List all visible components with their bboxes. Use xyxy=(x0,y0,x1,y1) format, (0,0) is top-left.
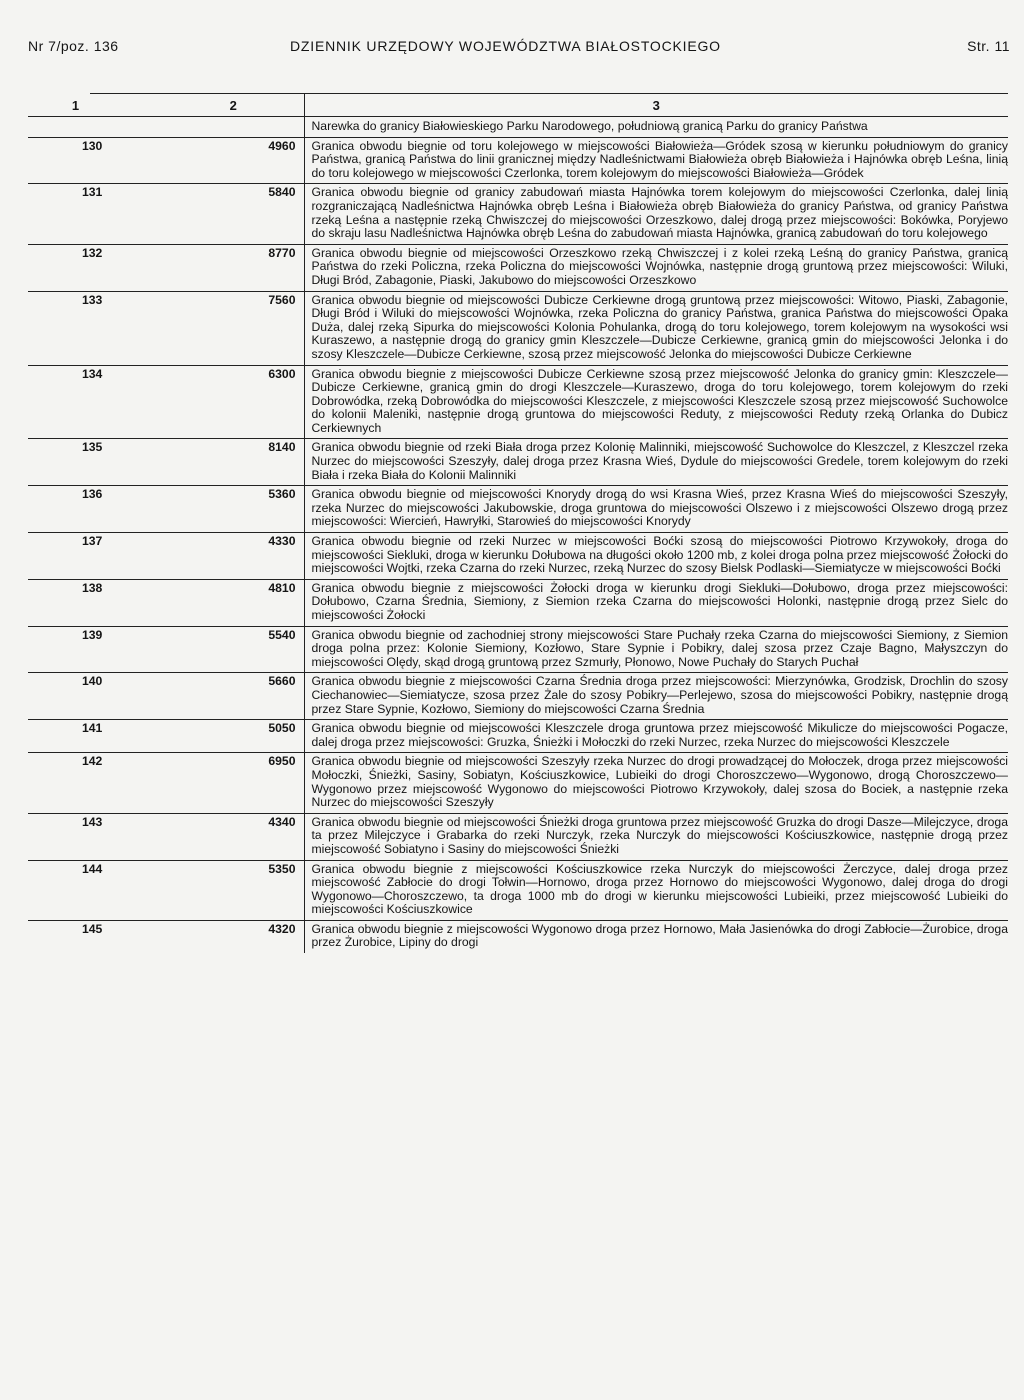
table-body xyxy=(28,117,1008,954)
continuation-row xyxy=(28,117,1008,138)
row-boundary-description: Granica obwodu biegnie od zachodniej strony miejscowości Stare Puchały rzeka Czarna do miejscowości Siemiony, z Siemion droga polna przez: Kolonie Siemiony, Kozłowo, Stare Sypnie i Pobikry, dalej szosa przez Czaje Bagno, Małyszczyn do miejscowości Olędy, skąd drogą gruntową przez Szmurły, Płonowo, Nowe Puchały do Starych Puchał xyxy=(304,626,1008,673)
continuation-text: Narewka do granicy Białowieskiego Parku Narodowego, południową granicą Parku do granicy Państwa xyxy=(311,119,868,133)
row-number: 135 xyxy=(28,439,123,486)
table-row xyxy=(28,184,1008,244)
table-row xyxy=(28,439,1008,486)
table-row xyxy=(28,860,1008,920)
column-header-1: 1 xyxy=(28,93,123,117)
row-number: 136 xyxy=(28,486,123,533)
row-area: 5660 xyxy=(123,673,304,720)
row-area: 5540 xyxy=(123,626,304,673)
row-number: 137 xyxy=(28,533,123,580)
row-number: 138 xyxy=(28,579,123,626)
row-number: 134 xyxy=(28,365,123,439)
row-number: 141 xyxy=(28,720,123,753)
row-area: 4340 xyxy=(123,813,304,860)
table-row xyxy=(28,533,1008,580)
row-boundary-description: Granica obwodu biegnie od granicy zabudowań miasta Hajnówka torem kolejowym do miejscowości Czerlonka, dalej linią rozgraniczającą Nadleśnictwa Hajnówka obręb Leśna i Białowieża obręb Białowieża do granicy Państwa, od granicy Państwa rzeką Leśna a następnie rzeką Chwiszczej do miejscowości Orzeszkowo, dalej drogą przez miejscowości: Bokówka, Poryjewo do skraju lasu Nadleśnictwa Hajnówka obręb Leśna do zabudowań miasta Hajnówka, granicą zabudowań do toru kolejowego xyxy=(304,184,1008,244)
column-header-2: 2 xyxy=(123,93,304,117)
table-row xyxy=(28,137,1008,184)
row-boundary-description: Granica obwodu biegnie od miejscowości Knorydy drogą do wsi Krasna Wieś, przez Krasna Wieś do miejscowości Szeszyły, rzeka Nurzec do miejscowości Jakubowskie, droga gruntowa do miejscowości Olszewo i z miejscowości Olszewo drogą przez miejscowości: Wiercień, Hawryłki, Starowieś do miejscowości Knorydy xyxy=(304,486,1008,533)
table-row xyxy=(28,673,1008,720)
row-number: 131 xyxy=(28,184,123,244)
continuation-lp-cell xyxy=(28,117,123,138)
row-area: 6950 xyxy=(123,753,304,813)
row-boundary-description: Granica obwodu biegnie z miejscowości Czarna Średnia droga przez miejscowości: Mierzynówka, Grodzisk, Drochlin do szosy Ciechanowiec—Siemiatycze, szosa przez Żale do szosy Pobikry—Perlejewo, szosa do miejscowości Pobikry, następnie drogą przez Stare Sypnie, Kozłowo, Siemiony do miejscowości Czarna Średnia xyxy=(304,673,1008,720)
row-number: 130 xyxy=(28,137,123,184)
issue-number: Nr 7/poz. 136 xyxy=(28,38,119,54)
row-number: 133 xyxy=(28,291,123,365)
row-area: 5350 xyxy=(123,860,304,920)
table-header-row xyxy=(28,93,1008,117)
row-area: 4330 xyxy=(123,533,304,580)
row-boundary-description: Granica obwodu biegnie z miejscowości Żołocki droga w kierunku drogi Siekluki—Dołubowo, droga przez miejscowości: Dołubowo, Czarna Średnia, Siemiony, z Siemion rzeka Czarna do miejscowości Holonki, następnie drogą przez Sielc do miejscowości Żołocki xyxy=(304,579,1008,626)
table-row xyxy=(28,365,1008,439)
row-number: 144 xyxy=(28,860,123,920)
column-header-3: 3 xyxy=(304,93,1008,117)
row-boundary-description: Granica obwodu biegnie od miejscowości Orzeszkowo rzeką Chwiszczej i z kolei rzeką Leśną do granicy Państwa, granicą Państwa do rzeki Policzna, rzeka Policzna do miejscowości Wojnówka, następnie drogą gruntową przez miejscowości: Wiluki, Długi Bród, Zabagonie, Piaski, Jakubowo do miejscowości Orzeszkowo xyxy=(304,244,1008,291)
row-boundary-description: Granica obwodu biegnie od miejscowości Szeszyły rzeka Nurzec do drogi prowadzącej do Mołoczek, droga przez miejscowości Mołoczki, Śnieżki, Sasiny, Sobiatyn, Kościuszkowice, Lubieiki do drogi Choroszczewo—Wygonowo, drogą Choroszczewo—Wygonowo przez miejscowość Wygonowo do miejscowości Piotrowo Krzywokoły, dalej szosa do Bociek, a następnie rzeka Nurzec do miejscowości Szeszyły xyxy=(304,753,1008,813)
continuation-area-cell xyxy=(123,117,304,138)
districts-table-wrapper xyxy=(28,93,1008,953)
table-top-rule xyxy=(90,93,1008,94)
row-number: 143 xyxy=(28,813,123,860)
page-header xyxy=(28,38,1010,58)
row-area: 4320 xyxy=(123,920,304,953)
page-number: Str. 11 xyxy=(967,38,1010,54)
row-area: 4810 xyxy=(123,579,304,626)
table-row xyxy=(28,486,1008,533)
row-area: 4960 xyxy=(123,137,304,184)
row-area: 8140 xyxy=(123,439,304,486)
hunting-districts-table xyxy=(28,93,1008,953)
row-number: 132 xyxy=(28,244,123,291)
table-row xyxy=(28,291,1008,365)
table-row xyxy=(28,813,1008,860)
row-boundary-description: Granica obwodu biegnie od miejscowości Kleszczele droga gruntowa przez miejscowość Mikulicze do miejscowości Pogacze, dalej droga przez miejscowości: Gruzka, Śnieżki i Mołoczki do rzeki Nurzec, rzeka Nurzec do miejscowości Kleszczele xyxy=(304,720,1008,753)
row-boundary-description: Granica obwodu biegnie od rzeki Nurzec w miejscowości Boćki szosą do miejscowości Piotrowo Krzywokoły, droga do miejscowości Siekluki, droga w kierunku Dołubowa na długości około 1200 mb, z kolei droga polna przez miejscowość Żołocki do miejscowości Wojtki, rzeka Czarna do rzeki Nurzec, rzeką Nurzec do szosy Bielsk Podlaski—Siemiatycze w miejscowości Boćki xyxy=(304,533,1008,580)
row-area: 8770 xyxy=(123,244,304,291)
table-row xyxy=(28,753,1008,813)
row-boundary-description: Granica obwodu biegnie od toru kolejowego w miejscowości Białowieża—Gródek szosą w kierunku południowym do granicy Państwa, granicą Państwa do linii granicznej między Nadleśnictwami Białowieża obręb Białowieża i Hajnówka obręb Leśna, linią do toru kolejowego w miejscowości Czerlonka, torem kolejowym do miejscowości Białowieża—Gródek xyxy=(304,137,1008,184)
row-area: 7560 xyxy=(123,291,304,365)
row-area: 6300 xyxy=(123,365,304,439)
row-number: 145 xyxy=(28,920,123,953)
row-area: 5050 xyxy=(123,720,304,753)
row-boundary-description: Granica obwodu biegnie z miejscowości Dubicze Cerkiewne szosą przez miejscowość Jelonka do granicy gmin: Kleszczele—Dubicze Cerkiewne, granicą gmin do drogi Kleszczele—Kuraszewo, droga do toru kolejowego, torem kolejowym do rzeki Dobrowódka, rzeką Dobrowódka do miejscowości Kleszczele, z miejscowości Kleszczele szosą przez miejscowość Suchowolce do kolonii Maleniki, następnie drogą gruntowa do miejscowości Reduty, z miejscowości Reduty rzeką Orlanka do Dubicz Cerkiewnych xyxy=(304,365,1008,439)
row-boundary-description: Granica obwodu biegnie od miejscowości Śnieżki droga gruntowa przez miejscowość Gruzka do drogi Dasze—Milejczyce, droga ta przez Milejczyce i Grabarka do rzeki Nurczyk, rzeka Nurczyk do miejscowości Kościuszkowice, następnie drogą przez miejscowość Sobiatyno i Sasiny do miejscowości Śnieżki xyxy=(304,813,1008,860)
row-boundary-description: Granica obwodu biegnie z miejscowości Kościuszkowice rzeka Nurczyk do miejscowości Żerczyce, dalej droga przez miejscowość Zabłocie do drogi Tołwin—Hornowo, droga przez Hornowo do miejscowości Wygonowo, dalej droga do drogi Wygonowo—Choroszczewo, ta droga 1000 mb do drogi w kierunku miejscowości Lubieiki, przez miejscowość Lubieiki do miejscowości Kościuszkowice xyxy=(304,860,1008,920)
table-row xyxy=(28,720,1008,753)
table-row xyxy=(28,244,1008,291)
row-number: 140 xyxy=(28,673,123,720)
row-number: 142 xyxy=(28,753,123,813)
row-area: 5840 xyxy=(123,184,304,244)
table-row xyxy=(28,920,1008,953)
journal-title: DZIENNIK URZĘDOWY WOJEWÓDZTWA BIAŁOSTOCKIEGO xyxy=(290,38,721,54)
row-number: 139 xyxy=(28,626,123,673)
row-boundary-description: Granica obwodu biegnie z miejscowości Wygonowo droga przez Hornowo, Mała Jasienówka do drogi Zabłocie—Żurobice, droga przez Żurobice, Lipiny do drogi xyxy=(304,920,1008,953)
row-boundary-description: Granica obwodu biegnie od miejscowości Dubicze Cerkiewne drogą gruntową przez miejscowości: Witowo, Piaski, Zabagonie, Długi Bród i Wiluki do miejscowości Wojnówka, rzeka Policzna do granicy Państwa, granica Państwa do miejscowości Opaka Duża, dalej rzeką Sipurka do miejscowości Kolonia Pohulanka, drogą do toru kolejowego, torem kolejowym na wysokości wsi Kuraszewo, a następnie drogą do granicy gmin Kleszczele—Dubicze Cerkiewne, granicą gmin do miejscowości Jelonka i do szosy Kleszczele—Dubicze Cerkiewne, szosą przez miejscowość Jelonka do miejscowości Dubicze Cerkiewne xyxy=(304,291,1008,365)
table-row xyxy=(28,579,1008,626)
table-row xyxy=(28,626,1008,673)
row-area: 5360 xyxy=(123,486,304,533)
row-boundary-description: Granica obwodu biegnie od rzeki Biała droga przez Kolonię Malinniki, miejscowość Suchowolce do Kleszczel, z Kleszczel rzeka Nurzec do miejscowości Szeszyły, dalej droga przez Krasna Wieś, Dydule do miejscowości Gredele, torem kolejowym do rzeki Biała i rzeka Biała do Kolonii Malinniki xyxy=(304,439,1008,486)
